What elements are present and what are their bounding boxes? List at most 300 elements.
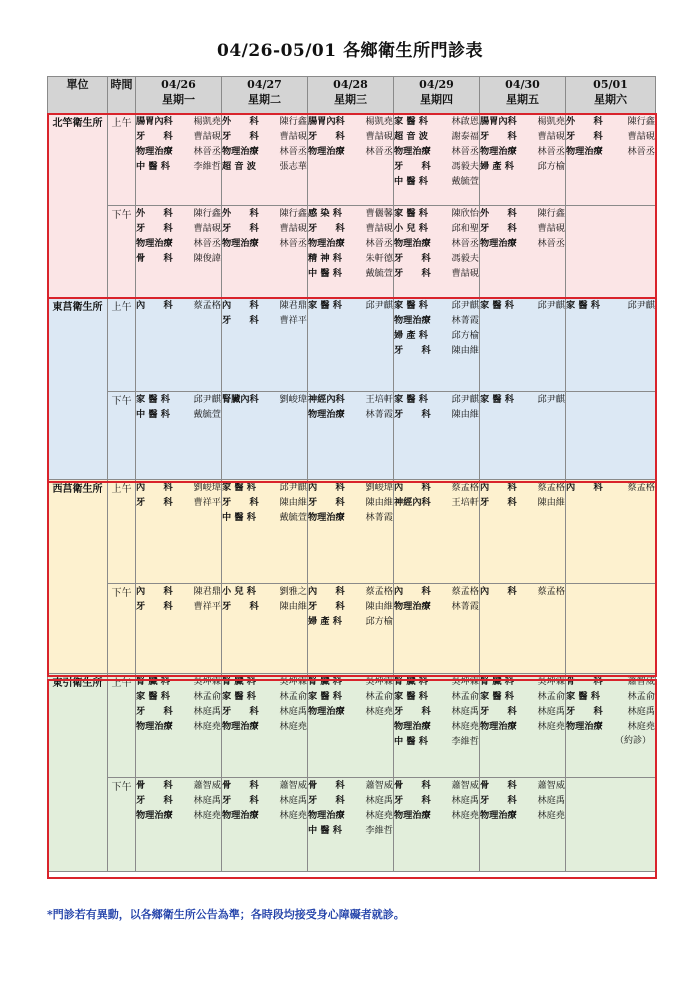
clinic-entry xyxy=(566,719,655,734)
clinic-entry xyxy=(222,144,307,159)
department: 物理治療 xyxy=(566,721,603,732)
clinic-entry xyxy=(308,114,393,129)
doctor-name: 曹祥平 xyxy=(279,315,307,326)
schedule-cell xyxy=(136,298,222,392)
clinic-entry xyxy=(308,251,393,266)
department: 家 醫 科 xyxy=(222,691,256,702)
clinic-entry xyxy=(136,495,221,510)
department: 家 醫 科 xyxy=(394,394,428,405)
table-row xyxy=(48,392,656,480)
department: 內 科 xyxy=(308,586,345,597)
department: 牙 科 xyxy=(222,706,259,717)
clinic-entry xyxy=(480,719,565,734)
unit-name: 東莒衛生所 xyxy=(48,298,108,480)
doctor-name: 戴毓萱 xyxy=(451,176,479,187)
clinic-entry xyxy=(308,689,393,704)
header-day-5 xyxy=(566,77,656,114)
doctor-name: 蕭智威 xyxy=(365,780,393,791)
department: 物理治療 xyxy=(136,721,173,732)
doctor-name: 陳君鼎 xyxy=(193,586,221,597)
table-row xyxy=(48,114,656,206)
department: 內 科 xyxy=(566,482,603,493)
department: 牙 科 xyxy=(480,131,517,142)
doctor-name: 林庭堯 xyxy=(279,810,307,821)
doctor-name: 劉峻瑋 xyxy=(193,482,221,493)
header-day-3 xyxy=(394,77,480,114)
clinic-entry xyxy=(566,704,655,719)
schedule-cell xyxy=(394,584,480,674)
schedule-cell xyxy=(480,392,566,480)
doctor-name: 陳由維 xyxy=(451,409,479,420)
doctor-name: 蕭智威 xyxy=(627,676,655,687)
department: 內 科 xyxy=(480,482,517,493)
header-weekday: 星期六 xyxy=(594,93,627,106)
doctor-name: 林庭禹 xyxy=(279,795,307,806)
doctor-name: 李維哲 xyxy=(451,736,479,747)
clinic-entry xyxy=(394,407,479,422)
doctor-name: 林晉丞 xyxy=(537,238,565,249)
doctor-name: 陳行鑫 xyxy=(537,208,565,219)
department: 家 醫 科 xyxy=(566,691,600,702)
header-date: 04/30 xyxy=(505,78,540,91)
schedule-cell xyxy=(566,114,656,206)
schedule-cell xyxy=(308,298,394,392)
clinic-entry xyxy=(222,584,307,599)
schedule-cell xyxy=(308,114,394,206)
clinic-entry xyxy=(308,407,393,422)
clinic-entry xyxy=(308,495,393,510)
clinic-entry xyxy=(566,480,655,495)
doctor-name: 劉峻瑋 xyxy=(365,482,393,493)
clinic-entry xyxy=(308,480,393,495)
department: 內 科 xyxy=(394,482,431,493)
doctor-name: 林孟俞 xyxy=(365,691,393,702)
department: 物理治療 xyxy=(136,238,173,249)
department: 腎 臟 科 xyxy=(222,676,256,687)
department: 家 醫 科 xyxy=(394,300,428,311)
department: 物理治療 xyxy=(394,601,431,612)
schedule-cell xyxy=(394,674,480,778)
department: 中 醫 科 xyxy=(136,161,170,172)
doctor-name: 蔡孟格 xyxy=(627,482,655,493)
schedule-cell xyxy=(566,480,656,584)
clinic-entry xyxy=(480,689,565,704)
doctor-name: 王培軒 xyxy=(365,394,393,405)
header-weekday: 星期一 xyxy=(162,93,195,106)
doctor-name: 蕭智威 xyxy=(193,780,221,791)
doctor-name: 林庭堯 xyxy=(451,721,479,732)
clinic-entry xyxy=(394,206,479,221)
clinic-entry xyxy=(480,584,565,599)
clinic-entry xyxy=(136,480,221,495)
doctor-name: 戴毓萱 xyxy=(193,409,221,420)
clinic-entry xyxy=(136,704,221,719)
clinic-entry xyxy=(222,689,307,704)
doctor-name: 林菁霞 xyxy=(451,315,479,326)
department: 內 科 xyxy=(136,300,173,311)
clinic-entry xyxy=(394,266,479,281)
clinic-entry xyxy=(136,793,221,808)
doctor-name: 林菁霞 xyxy=(451,601,479,612)
clinic-entry xyxy=(394,343,479,358)
clinic-entry xyxy=(308,392,393,407)
department: 牙 科 xyxy=(222,315,259,326)
clinic-entry xyxy=(308,221,393,236)
doctor-name: 林晉丞 xyxy=(451,238,479,249)
doctor-name: 邱尹麒 xyxy=(537,394,565,405)
department: 牙 科 xyxy=(566,131,603,142)
department: 超 音 波 xyxy=(394,131,428,142)
schedule-cell xyxy=(222,298,308,392)
schedule-cell xyxy=(394,114,480,206)
appointment-note: （約診） xyxy=(614,736,651,746)
doctor-name: 曹喆硯 xyxy=(365,223,393,234)
doctor-name: 蔡孟格 xyxy=(451,586,479,597)
department: 牙 科 xyxy=(308,131,345,142)
header-date: 04/29 xyxy=(419,78,454,91)
clinic-entry xyxy=(566,114,655,129)
doctor-name: 林庭禹 xyxy=(537,795,565,806)
clinic-entry xyxy=(222,599,307,614)
clinic-entry xyxy=(394,734,479,749)
doctor-name: 曹喆硯 xyxy=(279,223,307,234)
department: 牙 科 xyxy=(222,497,259,508)
department: 感 染 科 xyxy=(308,208,342,219)
clinic-entry xyxy=(480,480,565,495)
clinic-entry xyxy=(480,778,565,793)
doctor-name: 林啟恩 xyxy=(451,116,479,127)
clinic-entry xyxy=(480,392,565,407)
department: 骨 科 xyxy=(566,676,603,687)
department: 小 兒 科 xyxy=(222,586,256,597)
schedule-cell xyxy=(222,480,308,584)
department: 牙 科 xyxy=(394,253,431,264)
time-slot: 下午 xyxy=(108,778,136,872)
header-row xyxy=(48,77,656,114)
department: 小 兒 科 xyxy=(394,223,428,234)
clinic-entry xyxy=(136,159,221,174)
doctor-name: 陳由維 xyxy=(279,601,307,612)
department: 骨 科 xyxy=(136,780,173,791)
department: 腎 臟 科 xyxy=(308,676,342,687)
department: 骨 科 xyxy=(308,780,345,791)
doctor-name: 林晉丞 xyxy=(627,146,655,157)
doctor-name: 曹喆硯 xyxy=(193,131,221,142)
doctor-name: 林庭堯 xyxy=(365,706,393,717)
header-date: 04/26 xyxy=(161,78,196,91)
doctor-name: 曹喆硯 xyxy=(537,223,565,234)
doctor-name: 蔡孟格 xyxy=(537,482,565,493)
department: 外 科 xyxy=(566,116,603,127)
schedule-cell xyxy=(222,778,308,872)
doctor-name: 林菁霞 xyxy=(365,512,393,523)
department: 牙 科 xyxy=(394,706,431,717)
doctor-name: 陳俊諱 xyxy=(193,253,221,264)
clinic-entry xyxy=(136,236,221,251)
clinic-entry xyxy=(222,510,307,525)
doctor-name: 蔡孟格 xyxy=(537,586,565,597)
clinic-entry xyxy=(394,313,479,328)
clinic-entry xyxy=(222,808,307,823)
doctor-name: 陳欣怡 xyxy=(451,208,479,219)
table-row xyxy=(48,298,656,392)
doctor-name: 林晉丞 xyxy=(537,146,565,157)
time-slot: 下午 xyxy=(108,206,136,298)
department: 神經內科 xyxy=(394,497,431,508)
clinic-entry xyxy=(308,510,393,525)
department: 牙 科 xyxy=(136,706,173,717)
doctor-name: 陳由維 xyxy=(365,601,393,612)
clinic-entry xyxy=(222,719,307,734)
schedule-cell xyxy=(136,206,222,298)
department: 牙 科 xyxy=(222,601,259,612)
clinic-entry xyxy=(136,144,221,159)
time-slot: 下午 xyxy=(108,584,136,674)
clinic-entry xyxy=(394,298,479,313)
clinic-entry xyxy=(222,793,307,808)
department: 物理治療 xyxy=(136,810,173,821)
doctor-name: 蔡孟格 xyxy=(193,300,221,311)
header-day-2 xyxy=(308,77,394,114)
department: 婦 產 科 xyxy=(480,161,514,172)
doctor-name: 劉雅之 xyxy=(279,586,307,597)
schedule-cell xyxy=(222,674,308,778)
doctor-name: 朱軒德 xyxy=(365,253,393,264)
clinic-entry xyxy=(136,221,221,236)
clinic-entry xyxy=(394,778,479,793)
department: 物理治療 xyxy=(480,810,517,821)
header-date: 04/27 xyxy=(247,78,282,91)
department: 家 醫 科 xyxy=(136,691,170,702)
department: 牙 科 xyxy=(136,601,173,612)
doctor-name: 林晉丞 xyxy=(193,238,221,249)
doctor-name: 林晉丞 xyxy=(193,146,221,157)
doctor-name: 邱尹麒 xyxy=(193,394,221,405)
clinic-entry xyxy=(566,298,655,313)
doctor-name: 林孟俞 xyxy=(537,691,565,702)
department: 精 神 科 xyxy=(308,253,342,264)
clinic-entry xyxy=(222,129,307,144)
clinic-entry xyxy=(480,221,565,236)
doctor-name: 林庭禹 xyxy=(451,795,479,806)
department: 牙 科 xyxy=(222,223,259,234)
department: 外 科 xyxy=(480,208,517,219)
doctor-name: 林孟俞 xyxy=(451,691,479,702)
department: 家 醫 科 xyxy=(136,394,170,405)
department: 牙 科 xyxy=(480,497,517,508)
doctor-name: 蔡孟格 xyxy=(451,482,479,493)
department: 中 醫 科 xyxy=(222,512,256,523)
schedule-cell xyxy=(394,778,480,872)
footnote: *門診若有異動，以各鄉衛生所公告為準；各時段均接受身心障礙者就診。 xyxy=(47,908,405,921)
clinic-entry xyxy=(480,495,565,510)
department: 牙 科 xyxy=(394,345,431,356)
doctor-name: 林庭堯 xyxy=(279,721,307,732)
clinic-entry xyxy=(222,495,307,510)
schedule-cell xyxy=(480,778,566,872)
time-slot: 下午 xyxy=(108,392,136,480)
doctor-name: 林庭堯 xyxy=(365,810,393,821)
schedule-cell xyxy=(480,674,566,778)
department: 中 醫 科 xyxy=(308,825,342,836)
department: 骨 科 xyxy=(136,253,173,264)
schedule-cell xyxy=(566,206,656,298)
doctor-name: 林庭禹 xyxy=(451,706,479,717)
department: 牙 科 xyxy=(136,497,173,508)
clinic-entry xyxy=(480,808,565,823)
schedule-cell xyxy=(308,206,394,298)
clinic-entry xyxy=(394,144,479,159)
doctor-name: 戴毓萱 xyxy=(279,512,307,523)
doctor-name: 陳行鑫 xyxy=(279,116,307,127)
clinic-entry xyxy=(480,236,565,251)
clinic-entry xyxy=(136,129,221,144)
doctor-name: 馮毅夫 xyxy=(451,253,479,264)
clinic-entry xyxy=(308,129,393,144)
clinic-entry xyxy=(136,298,221,313)
doctor-name: 林庭禹 xyxy=(193,706,221,717)
schedule-cell xyxy=(308,778,394,872)
clinic-entry xyxy=(136,808,221,823)
doctor-name: 戴毓萱 xyxy=(365,268,393,279)
table-row xyxy=(48,480,656,584)
department: 物理治療 xyxy=(308,512,345,523)
doctor-name: 陳行鑫 xyxy=(627,116,655,127)
clinic-entry xyxy=(308,823,393,838)
department: 牙 科 xyxy=(480,706,517,717)
department: 腎 臟 科 xyxy=(394,676,428,687)
department: 物理治療 xyxy=(566,146,603,157)
department: 婦 產 科 xyxy=(394,330,428,341)
clinic-entry xyxy=(394,114,479,129)
department: 外 科 xyxy=(222,208,259,219)
clinic-entry xyxy=(480,674,565,689)
clinic-entry xyxy=(222,313,307,328)
department: 物理治療 xyxy=(308,238,345,249)
schedule-cell xyxy=(394,298,480,392)
clinic-entry xyxy=(308,206,393,221)
department: 物理治療 xyxy=(308,810,345,821)
clinic-entry xyxy=(136,689,221,704)
department: 婦 產 科 xyxy=(308,616,342,627)
department: 中 醫 科 xyxy=(394,176,428,187)
doctor-name: 邱方榆 xyxy=(537,161,565,172)
schedule-cell xyxy=(222,392,308,480)
clinic-entry xyxy=(136,599,221,614)
doctor-name: 林庭禹 xyxy=(365,795,393,806)
department: 物理治療 xyxy=(222,146,259,157)
clinic-entry xyxy=(308,298,393,313)
doctor-name: 楊凱堯 xyxy=(193,116,221,127)
doctor-name: 曹喆硯 xyxy=(193,223,221,234)
doctor-name: 吳坤霖 xyxy=(537,676,565,687)
department: 物理治療 xyxy=(222,810,259,821)
clinic-entry xyxy=(222,159,307,174)
clinic-entry xyxy=(394,584,479,599)
department: 腎 臟 科 xyxy=(136,676,170,687)
clinic-entry xyxy=(394,159,479,174)
department: 物理治療 xyxy=(394,810,431,821)
clinic-entry xyxy=(394,689,479,704)
doctor-name: 林晉丞 xyxy=(451,146,479,157)
clinic-entry xyxy=(480,298,565,313)
clinic-entry xyxy=(394,392,479,407)
header-day-0 xyxy=(136,77,222,114)
doctor-name: 林庭堯 xyxy=(627,721,655,732)
clinic-entry xyxy=(394,129,479,144)
doctor-name: 邱尹麒 xyxy=(279,482,307,493)
clinic-entry xyxy=(394,793,479,808)
clinic-entry xyxy=(566,144,655,159)
doctor-name: 陳行鑫 xyxy=(279,208,307,219)
doctor-name: 吳坤霖 xyxy=(279,676,307,687)
doctor-name: 曹儷馨 xyxy=(365,208,393,219)
doctor-name: 曹喆硯 xyxy=(365,131,393,142)
department: 牙 科 xyxy=(480,795,517,806)
department: 中 醫 科 xyxy=(394,736,428,747)
clinic-entry xyxy=(480,704,565,719)
schedule-cell xyxy=(480,584,566,674)
department: 家 醫 科 xyxy=(480,691,514,702)
department: 牙 科 xyxy=(308,497,345,508)
clinic-entry xyxy=(136,206,221,221)
doctor-name: 林庭禹 xyxy=(537,706,565,717)
schedule-cell xyxy=(308,584,394,674)
department: 家 醫 科 xyxy=(480,300,514,311)
department: 物理治療 xyxy=(394,315,431,326)
schedule-cell xyxy=(136,480,222,584)
department: 外 科 xyxy=(136,208,173,219)
doctor-name: 曹喆硯 xyxy=(279,131,307,142)
doctor-name: 陳由維 xyxy=(451,345,479,356)
doctor-name: 吳坤霖 xyxy=(193,676,221,687)
clinic-entry xyxy=(480,793,565,808)
department: 牙 科 xyxy=(480,223,517,234)
clinic-schedule-table xyxy=(47,76,656,872)
department: 家 醫 科 xyxy=(394,691,428,702)
clinic-entry xyxy=(222,392,307,407)
clinic-entry xyxy=(222,236,307,251)
clinic-entry xyxy=(222,674,307,689)
clinic-entry xyxy=(222,114,307,129)
schedule-cell xyxy=(222,206,308,298)
clinic-entry xyxy=(394,808,479,823)
department: 腸胃內科 xyxy=(480,116,517,127)
department: 中 醫 科 xyxy=(136,409,170,420)
department: 內 科 xyxy=(308,482,345,493)
doctor-name: 林庭禹 xyxy=(627,706,655,717)
doctor-name: 曹祥平 xyxy=(193,497,221,508)
table-row xyxy=(48,206,656,298)
time-slot: 上午 xyxy=(108,480,136,584)
schedule-cell xyxy=(480,298,566,392)
clinic-entry xyxy=(394,704,479,719)
clinic-entry xyxy=(566,674,655,689)
department: 中 醫 科 xyxy=(308,268,342,279)
schedule-cell xyxy=(566,298,656,392)
schedule-cell xyxy=(394,480,480,584)
clinic-entry xyxy=(394,674,479,689)
clinic-entry xyxy=(308,793,393,808)
clinic-entry xyxy=(136,778,221,793)
doctor-name: 蕭智威 xyxy=(537,780,565,791)
clinic-entry xyxy=(308,584,393,599)
department: 牙 科 xyxy=(222,795,259,806)
time-slot: 上午 xyxy=(108,114,136,206)
department: 牙 科 xyxy=(394,161,431,172)
department: 腎 臟 科 xyxy=(480,676,514,687)
clinic-entry xyxy=(394,236,479,251)
